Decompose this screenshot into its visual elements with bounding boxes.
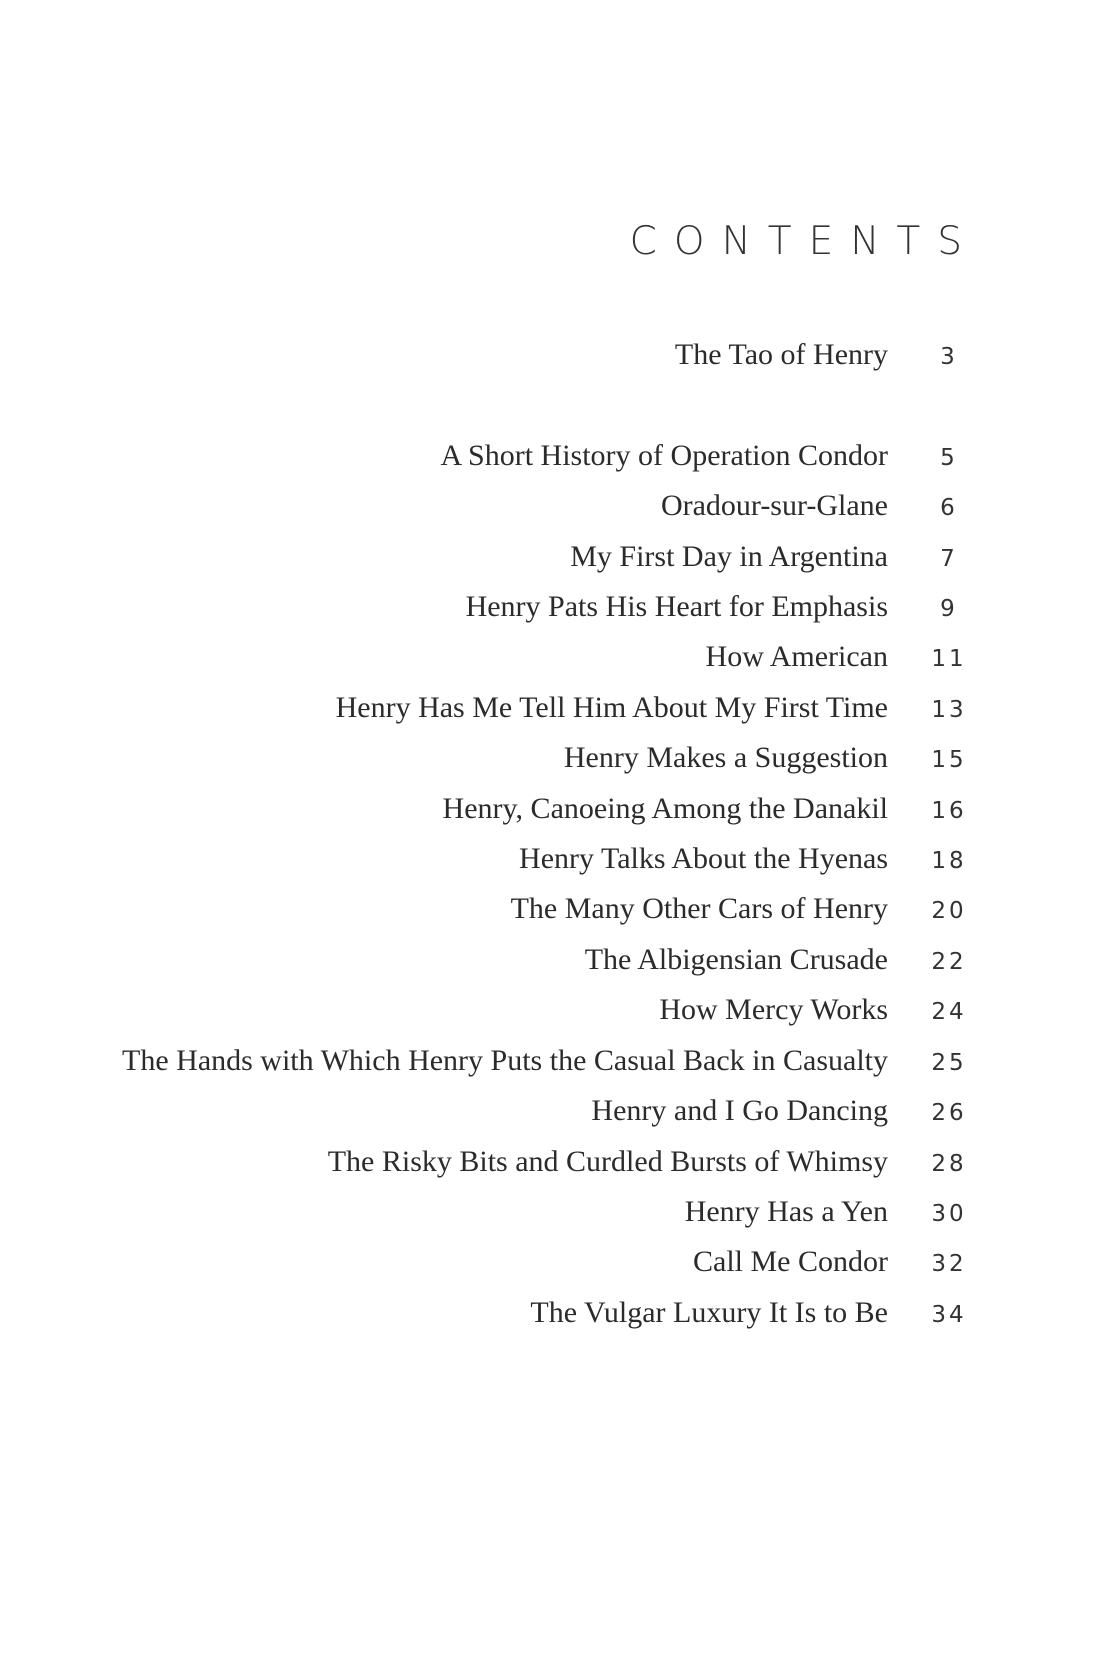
page-title: CONTENTS <box>629 219 979 264</box>
toc-entry <box>0 1142 1095 1182</box>
toc-entry-page: 13 <box>931 697 967 723</box>
toc-entry-title: Henry Talks About the Hyenas <box>519 842 888 875</box>
toc-entry <box>0 537 1095 577</box>
toc-entry-page: 18 <box>931 848 967 874</box>
toc-entry-title: The Risky Bits and Curdled Bursts of Whimsy <box>327 1145 888 1178</box>
toc-entry-page: 15 <box>931 747 967 773</box>
toc-entry <box>0 1192 1095 1232</box>
toc-entry-title: Henry, Canoeing Among the Danakil <box>442 792 888 825</box>
toc-entry <box>0 789 1095 829</box>
toc-entry-page: 26 <box>931 1100 967 1126</box>
toc-entry-page: 6 <box>940 495 958 521</box>
toc-entry-page: 7 <box>940 546 958 572</box>
toc-entry-title: Oradour-sur-Glane <box>660 489 888 522</box>
toc-entry <box>0 940 1095 980</box>
toc-entry-title: Henry Pats His Heart for Emphasis <box>465 590 888 623</box>
toc-entry-page: 20 <box>931 898 967 924</box>
toc-entry-title: Henry Has a Yen <box>684 1195 888 1228</box>
toc-entry-page: 22 <box>931 949 967 975</box>
toc-entry-page: 11 <box>931 646 967 672</box>
toc-entry <box>0 738 1095 778</box>
toc-entry-title: Henry Makes a Suggestion <box>563 741 888 774</box>
toc-entry-page: 5 <box>940 445 958 471</box>
toc-entry-title: The Tao of Henry <box>674 338 888 371</box>
toc-entry-title: Henry and I Go Dancing <box>591 1094 888 1127</box>
toc-entry <box>0 637 1095 677</box>
toc-entry <box>0 587 1095 627</box>
toc-entry-page: 30 <box>931 1201 967 1227</box>
toc-entry-page: 28 <box>931 1151 967 1177</box>
toc-entry <box>0 1041 1095 1081</box>
toc-entry-title: How American <box>705 640 888 673</box>
toc-entry <box>0 486 1095 526</box>
toc-entry-title: The Hands with Which Henry Puts the Casual Back in Casualty <box>122 1044 888 1077</box>
toc-entry-page: 32 <box>931 1251 967 1277</box>
toc-entry-title: The Vulgar Luxury It Is to Be <box>530 1296 888 1329</box>
toc-entry <box>0 1293 1095 1333</box>
toc-entry <box>0 1091 1095 1131</box>
toc-entry <box>0 990 1095 1030</box>
toc-entry-title: My First Day in Argentina <box>570 540 888 573</box>
toc-entry <box>0 889 1095 929</box>
toc-entry-page: 16 <box>931 798 967 824</box>
toc-entry <box>0 839 1095 879</box>
toc-entry <box>0 1242 1095 1282</box>
toc-entry-page: 9 <box>940 596 958 622</box>
toc-entry-title: The Many Other Cars of Henry <box>510 892 888 925</box>
toc-entry-title: How Mercy Works <box>659 993 888 1026</box>
toc-entry <box>0 688 1095 728</box>
toc-entry-title: Call Me Condor <box>693 1245 888 1278</box>
toc-entry-page: 3 <box>940 344 958 370</box>
toc-entry <box>0 335 1095 375</box>
toc-entry-title: Henry Has Me Tell Him About My First Time <box>335 691 888 724</box>
toc-entry-title: The Albigensian Crusade <box>584 943 888 976</box>
toc-entry-page: 24 <box>931 999 967 1025</box>
toc-entry-title: A Short History of Operation Condor <box>440 439 888 472</box>
toc-entry-page: 34 <box>931 1302 967 1328</box>
toc-entry <box>0 436 1095 476</box>
toc-entry-page: 25 <box>931 1050 967 1076</box>
